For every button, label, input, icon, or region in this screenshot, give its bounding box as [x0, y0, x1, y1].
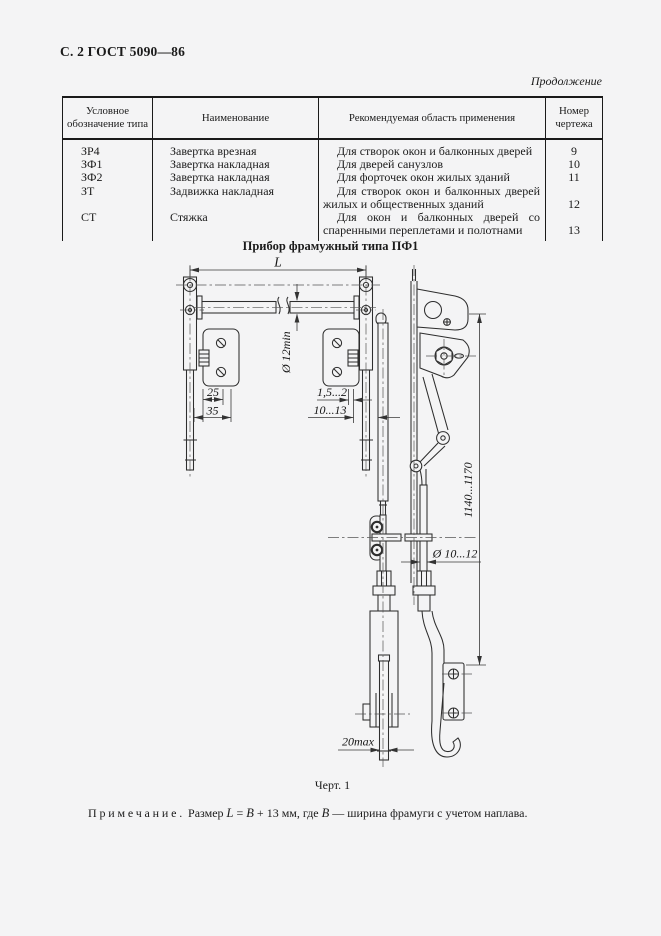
technical-drawing [160, 253, 505, 783]
note-variable-b: B [321, 806, 330, 820]
cell-drawing-number: 12 [568, 196, 580, 211]
col-header-drawing-number: Номер чертежа [546, 97, 603, 139]
cell-application: Для дверей санузлов [319, 158, 546, 171]
page-header-continuation-label: Продолжение [530, 74, 602, 88]
cell-application: Для створок окон и балконных дверей жилых и общественных зданий [319, 185, 546, 211]
dim-label-rod-clearance: 10...13 [313, 403, 347, 417]
cell-name: Завертка накладная [153, 171, 319, 184]
note-text: Размер [188, 806, 224, 820]
dim-label-lower-rod-diameter: Ø 10...12 [432, 546, 478, 561]
cell-name: Завертка накладная [153, 158, 319, 171]
col-header-application: Рекомендуемая область применения [319, 97, 546, 139]
cell-name: Стяжка [153, 211, 319, 241]
table-row [63, 211, 603, 241]
cell-name: Задвижка накладная [153, 185, 319, 211]
note-text: — ширина фрамуги с учетом наплава. [332, 806, 528, 820]
note-paragraph [62, 806, 607, 821]
cell-drawing-number: 11 [568, 170, 580, 185]
cell-drawing-number: 10 [568, 157, 580, 172]
dim-label-plate-width: 35 [206, 403, 219, 418]
note-variable-l: L [226, 806, 234, 820]
table-header-row [63, 97, 603, 139]
side-view [405, 269, 469, 757]
cell-type: ЗФ2 [63, 171, 153, 184]
table-row [63, 158, 603, 171]
hardware-types-table [62, 96, 603, 241]
cell-type: ЗТ [63, 185, 153, 211]
dim-label-plate-thickness: 1,5...2 [317, 385, 347, 399]
cell-application: Для форточек окон жилых зданий [319, 171, 546, 184]
table-row [63, 185, 603, 211]
dim-label-travel: 20max [342, 734, 374, 749]
table-row [63, 139, 603, 158]
dim-label-overall-height: 1140...1170 [461, 462, 475, 518]
figure-title: Прибор фрамужный типа ПФ1 [242, 239, 419, 253]
note-label: Примечание. [88, 806, 186, 820]
note-variable-b: B [246, 806, 254, 820]
dim-label-plate-offset: 25 [207, 385, 219, 399]
note-equals: = [236, 806, 244, 820]
figure-caption: Черт. 1 [314, 778, 351, 792]
cell-type: СТ [63, 211, 153, 241]
col-header-type: Условное обозначение типа [63, 97, 153, 139]
cell-drawing-number: 9 [571, 144, 577, 158]
cell-application: Для створок окон и балконных дверей [319, 139, 546, 158]
cell-name: Завертка врезная [153, 139, 319, 158]
cell-type: ЗФ1 [63, 158, 153, 171]
dim-label-rod-diameter: Ø 12min [279, 331, 293, 373]
table-row [63, 171, 603, 184]
dim-label-length: L [274, 254, 282, 270]
page-header-standard-number: С. 2 ГОСТ 5090—86 [60, 44, 186, 59]
cell-drawing-number: 13 [568, 223, 580, 238]
cell-application: Для окон и балконных дверей со спаренными переплетами и полотнами [319, 211, 546, 241]
note-text: + 13 мм, где [256, 806, 319, 820]
col-header-name: Наименование [153, 97, 319, 139]
cell-type: ЗР4 [63, 139, 153, 158]
